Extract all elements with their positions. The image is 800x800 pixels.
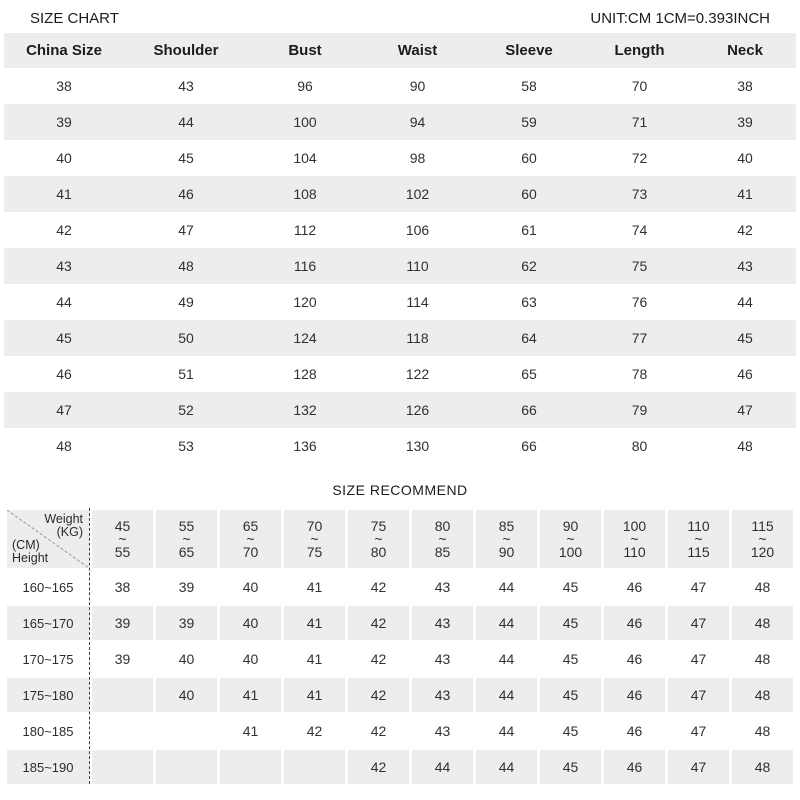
- cell: 45: [562, 723, 579, 739]
- weight-range-line: 75: [370, 517, 387, 534]
- cell: 44: [476, 678, 537, 712]
- cell: 44: [178, 114, 194, 130]
- unit-note: UNIT:CM 1CM=0.393INCH: [590, 10, 770, 27]
- cell: 46: [178, 186, 194, 202]
- cell: [92, 678, 153, 712]
- cell: 65: [521, 366, 537, 382]
- cell: 90: [409, 78, 426, 94]
- cell: 42: [737, 222, 753, 238]
- weight-range-line: 45: [114, 517, 131, 534]
- size-recommend-section: [0, 508, 800, 786]
- cell: 51: [178, 366, 194, 382]
- weight-range-line: ~: [630, 530, 639, 547]
- column-header: Sleeve: [473, 33, 585, 68]
- weight-range-line: ~: [438, 530, 447, 547]
- table-row: [7, 570, 793, 604]
- table-row: [4, 176, 796, 212]
- corner-cell: [7, 510, 89, 568]
- cell: [92, 750, 153, 784]
- cell: 59: [521, 114, 537, 130]
- cell: 45: [56, 330, 72, 346]
- cell: 102: [405, 186, 430, 202]
- cell: 98: [409, 150, 426, 166]
- table-row: [4, 68, 796, 104]
- corner-height-label: Height: [12, 551, 49, 565]
- cell: 44: [498, 651, 515, 667]
- weight-range-line: 90: [498, 543, 515, 560]
- weight-range-line: 100: [622, 517, 647, 534]
- cell: 41: [306, 579, 323, 595]
- height-range-label: 180~185: [22, 723, 74, 739]
- cell: 48: [732, 606, 793, 640]
- table-row: [4, 104, 796, 140]
- cell: 130: [405, 438, 430, 454]
- weight-range-line: 100: [558, 543, 583, 560]
- weight-range-line: 90: [562, 517, 579, 534]
- cell: 43: [434, 579, 451, 595]
- cell: 79: [631, 402, 648, 418]
- cell: 47: [690, 651, 707, 667]
- cell: 43: [56, 258, 72, 274]
- table-row: [4, 428, 796, 464]
- weight-range-line: 55: [114, 543, 131, 560]
- weight-range-line: 80: [370, 543, 387, 560]
- cell: 45: [540, 678, 601, 712]
- cell: 47: [56, 402, 72, 418]
- cell: 48: [732, 678, 793, 712]
- cell: 46: [56, 366, 72, 382]
- table-row: [4, 392, 796, 428]
- cell: 44: [498, 723, 515, 739]
- height-range-label: 160~165: [22, 579, 74, 595]
- weight-range-line: ~: [118, 530, 127, 547]
- weight-range-header: [732, 510, 793, 568]
- cell: 40: [242, 579, 259, 595]
- weight-range-line: ~: [246, 530, 255, 547]
- cell: 44: [476, 750, 537, 784]
- weight-range-header: [92, 510, 153, 568]
- cell: 106: [405, 222, 430, 238]
- weight-range-line: 115: [751, 517, 774, 534]
- cell: 73: [631, 186, 648, 202]
- cell: 45: [540, 750, 601, 784]
- cell: 48: [754, 723, 771, 739]
- cell: 43: [434, 723, 451, 739]
- cell: [156, 714, 217, 748]
- cell: 126: [405, 402, 430, 418]
- table-row: [4, 284, 796, 320]
- cell: 42: [56, 222, 72, 238]
- weight-range-header: [476, 510, 537, 568]
- cell: 42: [348, 750, 409, 784]
- cell: 104: [293, 150, 317, 166]
- weight-range-line: ~: [758, 530, 767, 547]
- cell: 62: [521, 258, 537, 274]
- cell: 64: [521, 330, 537, 346]
- size-chart-table: [4, 33, 796, 464]
- recommend-title: SIZE RECOMMEND: [332, 482, 468, 498]
- table-row: [4, 320, 796, 356]
- cell: 94: [409, 114, 426, 130]
- height-range-label: 170~175: [22, 651, 74, 667]
- size-recommend-table: [4, 508, 796, 786]
- cell: 45: [540, 606, 601, 640]
- table-row: [7, 642, 793, 676]
- cell: 47: [178, 222, 194, 238]
- cell: 46: [626, 651, 643, 667]
- cell: 78: [631, 366, 648, 382]
- cell: 40: [737, 150, 753, 166]
- recommend-header-row: [7, 510, 793, 568]
- cell: 43: [737, 258, 753, 274]
- cell: 48: [754, 579, 771, 595]
- cell: 45: [178, 150, 194, 166]
- cell: 96: [297, 78, 313, 94]
- cell: 72: [631, 150, 648, 166]
- weight-range-line: ~: [310, 530, 319, 547]
- cell: 44: [56, 294, 72, 310]
- column-header: Waist: [362, 33, 473, 68]
- column-header: Neck: [694, 33, 796, 68]
- cell: 61: [521, 222, 537, 238]
- cell: 60: [521, 186, 537, 202]
- cell: 48: [754, 651, 771, 667]
- weight-range-line: ~: [566, 530, 575, 547]
- weight-range-line: 110: [623, 543, 646, 560]
- cell: 76: [631, 294, 648, 310]
- weight-range-header: [156, 510, 217, 568]
- cell: 42: [370, 579, 387, 595]
- corner-height-unit: (CM): [12, 538, 40, 552]
- weight-range-line: 70: [242, 543, 259, 560]
- cell: 39: [114, 651, 131, 667]
- cell: 40: [56, 150, 72, 166]
- column-header: Length: [585, 33, 694, 68]
- cell: 39: [92, 606, 153, 640]
- cell: 42: [370, 723, 387, 739]
- weight-range-line: ~: [694, 530, 703, 547]
- cell: 41: [306, 651, 323, 667]
- corner-weight-label: Weight: [44, 512, 83, 526]
- cell: 108: [293, 186, 317, 202]
- cell: 42: [348, 678, 409, 712]
- cell: 41: [737, 186, 753, 202]
- table-row: [7, 714, 793, 748]
- cell: 42: [306, 723, 323, 739]
- weight-range-line: 80: [434, 517, 451, 534]
- cell: 100: [293, 114, 317, 130]
- table-row: [7, 606, 793, 640]
- cell: 118: [406, 330, 429, 346]
- cell: 39: [178, 579, 195, 595]
- cell: 71: [631, 114, 648, 130]
- cell: 47: [668, 606, 729, 640]
- table-row: [4, 356, 796, 392]
- cell: 42: [370, 651, 387, 667]
- cell: 39: [737, 114, 753, 130]
- size-chart-header-row: [4, 33, 796, 68]
- weight-range-line: 115: [687, 543, 710, 560]
- cell: 116: [293, 258, 317, 274]
- cell: 44: [737, 294, 753, 310]
- weight-range-line: 120: [750, 543, 775, 560]
- cell: 47: [668, 750, 729, 784]
- table-row: [4, 248, 796, 284]
- cell: 49: [178, 294, 194, 310]
- cell: 48: [56, 438, 72, 454]
- weight-range-line: 75: [306, 543, 323, 560]
- column-header: Shoulder: [124, 33, 248, 68]
- cell: 41: [284, 678, 345, 712]
- cell: 80: [631, 438, 648, 454]
- cell: 44: [498, 579, 515, 595]
- cell: 58: [521, 78, 537, 94]
- cell: 46: [604, 750, 665, 784]
- table-row: [4, 212, 796, 248]
- cell: 66: [521, 402, 537, 418]
- cell: 122: [405, 366, 430, 382]
- cell: 63: [521, 294, 537, 310]
- cell: 66: [521, 438, 537, 454]
- weight-range-line: 110: [687, 517, 710, 534]
- cell: 41: [220, 678, 281, 712]
- cell: 40: [156, 678, 217, 712]
- weight-range-header: [412, 510, 473, 568]
- title-bar: [0, 0, 800, 33]
- cell: 47: [737, 402, 753, 418]
- cell: 39: [56, 114, 72, 130]
- height-range-label: 175~180: [7, 678, 89, 712]
- cell: [156, 750, 217, 784]
- cell: 47: [668, 678, 729, 712]
- weight-range-line: ~: [182, 530, 191, 547]
- cell: 47: [690, 579, 707, 595]
- cell: 44: [476, 606, 537, 640]
- cell: 70: [631, 78, 648, 94]
- cell: 45: [562, 651, 579, 667]
- weight-range-line: ~: [374, 530, 383, 547]
- weight-range-header: [604, 510, 665, 568]
- cell: 52: [178, 402, 194, 418]
- cell: 43: [434, 651, 451, 667]
- cell: 43: [178, 78, 194, 94]
- cell: 110: [406, 258, 429, 274]
- weight-range-line: 70: [306, 517, 323, 534]
- cell: 41: [284, 606, 345, 640]
- cell: 46: [737, 366, 753, 382]
- table-row: [4, 140, 796, 176]
- weight-range-header: [348, 510, 409, 568]
- cell: 46: [626, 579, 643, 595]
- cell: 120: [293, 294, 317, 310]
- cell: 136: [293, 438, 317, 454]
- cell: [220, 750, 281, 784]
- weight-range-line: ~: [502, 530, 511, 547]
- cell: 40: [178, 651, 195, 667]
- weight-range-header: [540, 510, 601, 568]
- cell: 132: [293, 402, 317, 418]
- table-row: [7, 750, 793, 784]
- cell: 128: [293, 366, 317, 382]
- column-header: China Size: [4, 33, 124, 68]
- cell: 41: [242, 723, 259, 739]
- column-header: Bust: [248, 33, 362, 68]
- cell: 42: [348, 606, 409, 640]
- cell: 46: [604, 606, 665, 640]
- weight-range-line: 65: [242, 517, 259, 534]
- cell: 38: [737, 78, 753, 94]
- cell: 43: [412, 606, 473, 640]
- height-range-label: 185~190: [7, 750, 89, 784]
- cell: 53: [178, 438, 194, 454]
- weight-range-line: 85: [434, 543, 451, 560]
- cell: 74: [631, 222, 648, 238]
- cell: [92, 714, 153, 748]
- column-divider-line: [89, 508, 90, 784]
- cell: 60: [521, 150, 537, 166]
- cell: 43: [412, 678, 473, 712]
- cell: 48: [178, 258, 194, 274]
- cell: 124: [293, 330, 317, 346]
- weight-range-header: [220, 510, 281, 568]
- table-row: [7, 678, 793, 712]
- weight-range-header: [668, 510, 729, 568]
- cell: 75: [631, 258, 648, 274]
- cell: [284, 750, 345, 784]
- weight-range-line: 55: [178, 517, 195, 534]
- weight-range-line: 85: [498, 517, 515, 534]
- cell: 39: [156, 606, 217, 640]
- cell: 38: [56, 78, 72, 94]
- cell: 47: [690, 723, 707, 739]
- cell: 114: [406, 294, 429, 310]
- cell: 46: [604, 678, 665, 712]
- cell: 46: [626, 723, 643, 739]
- cell: 40: [242, 651, 259, 667]
- cell: 77: [631, 330, 648, 346]
- weight-range-header: [284, 510, 345, 568]
- cell: 40: [220, 606, 281, 640]
- cell: 112: [293, 222, 317, 238]
- weight-range-line: 65: [178, 543, 195, 560]
- height-range-label: 165~170: [7, 606, 89, 640]
- cell: 48: [737, 438, 753, 454]
- cell: 45: [737, 330, 753, 346]
- cell: 44: [412, 750, 473, 784]
- cell: 38: [114, 579, 131, 595]
- corner-weight-unit: (KG): [56, 525, 83, 539]
- page-title: SIZE CHART: [30, 10, 119, 27]
- cell: 41: [56, 186, 72, 202]
- cell: 50: [178, 330, 194, 346]
- cell: 45: [562, 579, 579, 595]
- cell: 48: [732, 750, 793, 784]
